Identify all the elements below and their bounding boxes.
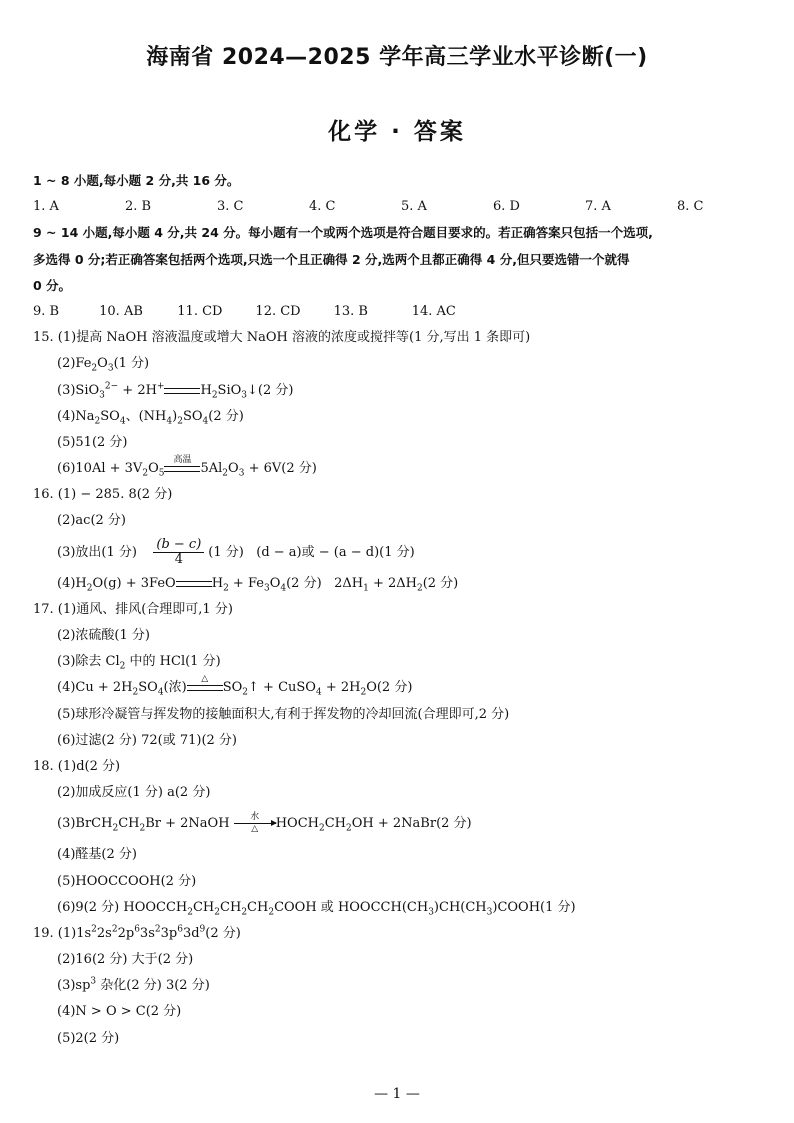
q17-part4: $(4)Cu + 2H_2SO_4$(浓) △ $SO_2↑$ + CuSO$_4$ + $2H_2O(2$ 分) — [33, 675, 773, 701]
q15-part2: $(2)Fe_2O_3(1$ 分) — [57, 356, 150, 374]
q18-part3: $(3)BrCH_2CH_2Br$ + 2NaOH 水 △ $HOCH_2CH_2OH$ + 2NaBr(2 分) — [57, 812, 472, 835]
section1-instruction: 1 ~ 8 小题,每小题 2 分,共 16 分。 — [33, 173, 240, 188]
section2-instruction: 多选得 0 分;若正确答案包括两个选项,只选一个且正确得 2 分,选两个且都正确得 4 分,但只要选错一个就得 — [33, 251, 630, 267]
answer-item: 2. B — [125, 199, 152, 215]
answer-item: 6. D — [493, 199, 520, 215]
q19-part1: 19. $(1)1s^22s^22p^63s^23p^63d^9(2$ 分) — [33, 924, 241, 941]
answer-item: 1. A — [33, 199, 59, 215]
q18-part5: (5)HOOCCOOH(2 分) — [57, 873, 197, 889]
answer-item: 3. C — [217, 199, 244, 215]
answer-item: 12. CD — [255, 303, 301, 319]
equals-sign — [164, 378, 200, 403]
q16-part4: $(4)H_2O(g) + 3FeO$ $H_2 + Fe_3O_4(2$ 分) $2\Delta H_1 + 2\Delta H_2(2$ 分) — [33, 571, 773, 597]
q16-part3: (3)放出(1 分) $\frac{(b - c)}{4}$ (1 分) (d − a)或 − (a − d)(1 分) — [57, 536, 415, 567]
q19-part5: (5)2(2 分) — [57, 1030, 120, 1046]
section2-instruction: 0 分。 — [33, 277, 72, 293]
q18-part2: (2)加成反应(1 分) a(2 分) — [57, 785, 211, 801]
q17-part3: (3)除去 $Cl_2$ 中的 HCl(1 分) — [57, 654, 221, 672]
section2-instruction: 9 ~ 14 小题,每小题 4 分,共 24 分。每小题有一个或两个选项是符合题目要求的。若正确答案只包括一个选项, — [33, 225, 653, 241]
answer-item: 14. AC — [411, 303, 456, 319]
q18-part4: (4)醛基(2 分) — [57, 847, 137, 863]
answer-item: 7. A — [585, 199, 611, 215]
reaction-arrow: 水 △ — [234, 813, 276, 834]
page-title: 海南省 2024—2025 学年高三学业水平诊断(一) — [146, 45, 648, 70]
answer-item: 11. CD — [177, 303, 223, 319]
q16-part2: (2)ac(2 分) — [57, 513, 126, 529]
q17-part2: (2)浓硫酸(1 分) — [57, 628, 150, 643]
page-number: — 1 — — [374, 1086, 420, 1102]
q15-part1: 15. (1)提高 NaOH 溶液温度或增大 NaOH 溶液的浓度或搅拌等(1 分,写出 1 条即可) — [33, 330, 531, 346]
answer-item: 8. C — [677, 199, 704, 215]
q15-part4: $(4)Na_2SO_4$、$(NH_4)_2SO_4(2$ 分) — [57, 408, 244, 427]
answer-item: 4. C — [309, 199, 336, 215]
q16-part1: 16. (1) − 285. 8(2 分) — [33, 487, 173, 503]
q17-part5: (5)球形冷凝管与挥发物的接触面积大,有利于挥发物的冷却回流(合理即可,2 分) — [57, 706, 510, 722]
section2-answers — [33, 299, 773, 325]
equals-sign — [176, 571, 212, 596]
q15-part5: (5)51(2 分) — [57, 434, 128, 450]
answer-item: 10. AB — [99, 303, 143, 319]
answer-item: 13. B — [333, 303, 368, 319]
q19-part3: $(3)sp^3$ 杂化(2 分) 3(2 分) — [57, 976, 210, 994]
q19-part2: (2)16(2 分) 大于(2 分) — [57, 952, 194, 968]
q15-part6: $(6)10Al + 3V_2O_5$ 高温 $5Al_2O_3 + 6V(2$ 分) — [33, 456, 773, 482]
fraction: $\frac{(b - c)}{4}$ — [153, 538, 204, 567]
page-subtitle: 化学 · 答案 — [328, 119, 466, 145]
q18-part1: 18. (1)d(2 分) — [33, 758, 121, 774]
q17-part1: 17. (1)通风、排风(合理即可,1 分) — [33, 601, 233, 617]
q15-part3: (3)SiO$_3^{2-}$ + 2H+ $H_2SiO_3↓(2$ 分) — [33, 378, 773, 404]
q19-part4: (4)N > O > C(2 分) — [57, 1004, 182, 1020]
equals-sign: 高温 — [164, 456, 200, 481]
q18-part6: (6)9(2 分) $HOOCCH_2CH_2CH_2CH_2COOH$ 或 $HOOCCH(CH_3)CH(CH_3)COOH(1$ 分) — [57, 899, 576, 918]
equals-sign: △ — [187, 675, 223, 700]
answer-content — [33, 168, 773, 1052]
section1-answers — [33, 194, 773, 220]
answer-item: 9. B — [33, 303, 60, 319]
answer-item: 5. A — [401, 199, 427, 215]
q17-part6: (6)过滤(2 分) 72(或 71)(2 分) — [57, 732, 238, 748]
